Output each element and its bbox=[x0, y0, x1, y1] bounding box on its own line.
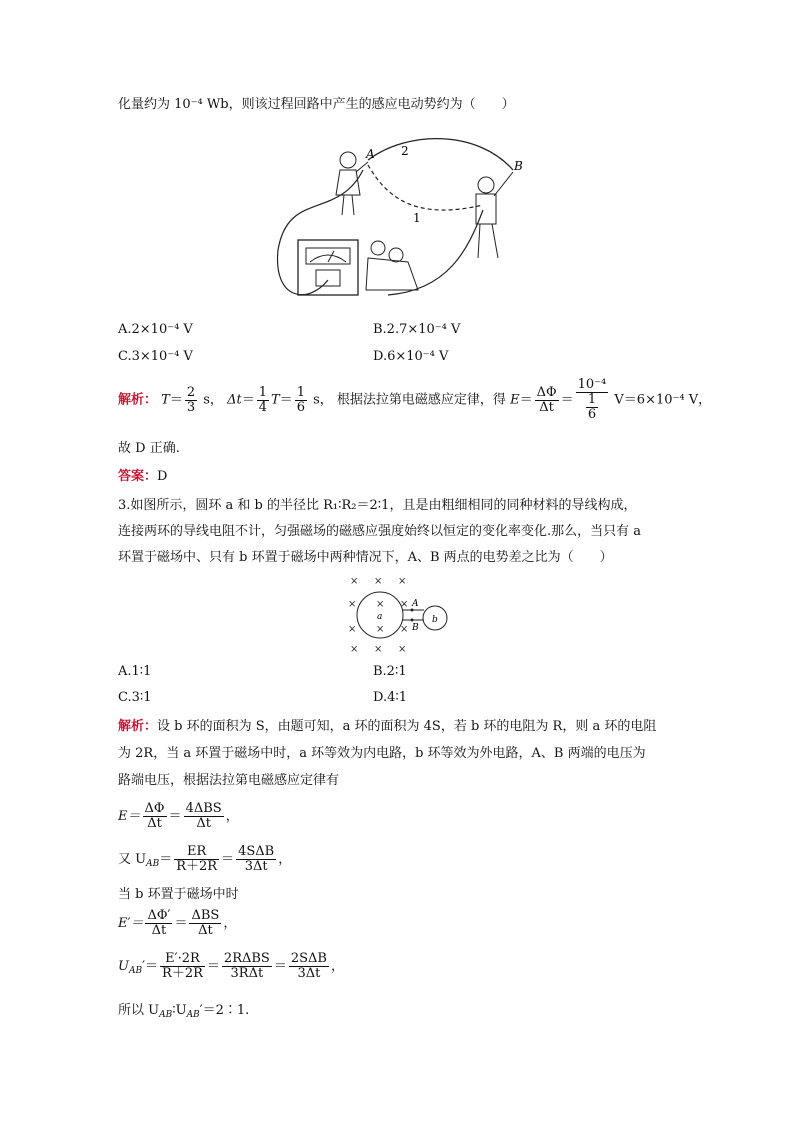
q2-answer bbox=[118, 468, 167, 486]
eq2-f2n: 4SΔB bbox=[238, 844, 275, 859]
q3-option-d: D.4∶1 bbox=[373, 690, 408, 705]
fraction-dt1 bbox=[257, 386, 269, 415]
answer-label: 答案： bbox=[118, 469, 158, 484]
eq1-f1d: Δt bbox=[147, 816, 162, 831]
q3-stem-1: 3.如图所示，圆环 a 和 b 的半径比 R₁∶R₂＝2∶1，且是由粗细相同的同种材料的导线构成， bbox=[118, 498, 637, 513]
fig1-label-b: B bbox=[514, 159, 523, 173]
q2-analysis: 解析： T＝ $\frac{2}{3}$ s， Δt＝ $\frac{1}{4}$ T＝ $\frac{1}{6}$ s， 根据法拉第电磁感应定律，得 E＝ $\frac{\Delta\Phi}{\Delta t}$ ＝ $\frac{\text{10⁻⁴}}{\frac{1}{6}}$ V＝6×10⁻⁴ V， bbox=[118, 377, 712, 422]
eq5-pre: 所以 U bbox=[118, 1003, 160, 1018]
eq2-f2d: 3Δt bbox=[244, 859, 268, 874]
q2-option-b: B.2.7×10⁻⁴ V bbox=[373, 322, 461, 337]
point-b-label: B bbox=[412, 623, 419, 633]
big-den-den: 6 bbox=[587, 407, 597, 422]
eq4-f2d: 3RΔt bbox=[230, 966, 264, 981]
q3-option-b: B.2∶1 bbox=[373, 664, 407, 679]
eq4-f3n: 2SΔB bbox=[290, 951, 327, 966]
q2-option-d: D.6×10⁻⁴ V bbox=[373, 349, 449, 364]
wire-loop bbox=[278, 170, 483, 295]
q3-eq2: 又 $U_{AB}=$ $\frac{ER}{R+2R}$ ＝ $\frac{\text{4SΔB}}{3\Delta t}$ ， bbox=[118, 844, 292, 874]
field-mark: × bbox=[350, 576, 359, 587]
e-num: ΔΦ bbox=[536, 384, 557, 400]
eq3-lhs: E′＝ bbox=[118, 916, 144, 931]
eq2-eq: ＝ bbox=[159, 852, 173, 867]
q3-analysis-3: 路端电压，根据法拉第电磁感应定律有 bbox=[118, 773, 340, 788]
eq1-f2n: 4ΔBS bbox=[185, 801, 222, 816]
intro-line: 化量约为 10⁻⁴ Wb，则该过程回路中产生的感应电动势约为（ ） bbox=[118, 97, 515, 112]
eq3-tail: ， bbox=[223, 916, 237, 931]
q3-eq3: E′＝ $\frac{\Delta\Phi'}{\Delta t}$ ＝ $\frac{\text{ΔBS}}{\Delta t}$ ， bbox=[118, 908, 237, 938]
eq3-f1n: ΔΦ′ bbox=[147, 908, 171, 923]
analysis-label: 解析： bbox=[118, 392, 158, 408]
dt-num2: 1 bbox=[296, 384, 305, 400]
field-mark: × bbox=[374, 644, 383, 654]
fig1-label-2: 2 bbox=[401, 144, 409, 158]
figure-rope-experiment bbox=[268, 130, 528, 310]
eq3-f2n: ΔBS bbox=[191, 908, 220, 923]
q3-stem-3: 环置于磁场中、只有 b 环置于磁场中两种情况下，A、B 两点的电势差之比为（ ） bbox=[118, 550, 613, 565]
q2-option-a: A.2×10⁻⁴ V bbox=[118, 322, 193, 337]
dt-unit: s， bbox=[313, 392, 333, 408]
e-var: E bbox=[510, 392, 520, 408]
eq2-tail: ， bbox=[278, 852, 292, 867]
eq4-f1n: E′·2R bbox=[160, 952, 205, 967]
t-var: T bbox=[161, 392, 170, 408]
field-mark: × bbox=[348, 624, 357, 635]
field-mark: × bbox=[398, 644, 407, 654]
eq4-f1d: R＋2R bbox=[162, 966, 203, 981]
t-num: 2 bbox=[186, 384, 196, 400]
field-mark: × bbox=[348, 599, 357, 610]
eq5-sub1: AB bbox=[159, 1010, 173, 1020]
big-den-num: 1 bbox=[587, 392, 597, 407]
t-unit: s， bbox=[203, 392, 223, 408]
ring-a-label: a bbox=[377, 612, 383, 622]
t-den: 3 bbox=[186, 399, 196, 415]
eq1-f2d: Δt bbox=[196, 816, 211, 831]
q3-analysis-2: 为 2R，当 a 环置于磁场中时，a 环等效为内电路，b 环等效为外电路，A、B 两端的电压为 bbox=[118, 746, 646, 761]
dt-den1: 4 bbox=[258, 399, 267, 415]
figure-rings bbox=[340, 572, 460, 654]
eq3-f2d: Δt bbox=[198, 923, 213, 938]
ring-b-label: b bbox=[432, 615, 438, 625]
fig1-label-a: A bbox=[366, 147, 375, 161]
field-mark: × bbox=[400, 624, 409, 635]
eq2-pre: 又 U bbox=[118, 852, 147, 867]
field-mark: × bbox=[350, 644, 359, 654]
result-text: V＝6×10⁻⁴ V， bbox=[614, 392, 712, 408]
field-mark: × bbox=[398, 576, 407, 587]
rope-arc-2 bbox=[368, 139, 513, 170]
eq4-prime: ′＝ bbox=[142, 959, 159, 974]
dt-den2: 6 bbox=[296, 399, 305, 415]
eq2-sub: AB bbox=[146, 859, 160, 869]
eq4-sub: AB bbox=[128, 966, 143, 976]
eq1-f1n: ΔΦ bbox=[144, 801, 165, 816]
field-mark: × bbox=[374, 576, 383, 587]
q2-conclusion: 故 D 正确. bbox=[118, 441, 180, 456]
field-mark: × bbox=[376, 599, 385, 610]
eq3-f1d: Δt bbox=[151, 923, 167, 938]
girl-figure-a bbox=[336, 152, 368, 215]
q3-eq1: E＝ $\frac{\Delta\Phi}{\Delta t}$ ＝ $\frac{\text{4ΔBS}}{\Delta t}$ ， bbox=[118, 801, 239, 831]
eq4-f2n: 2RΔBS bbox=[223, 951, 270, 966]
fraction-t bbox=[185, 386, 197, 415]
big-num: 10⁻⁴ bbox=[577, 377, 607, 392]
answer-value: D bbox=[157, 469, 168, 484]
e-den: Δt bbox=[539, 399, 554, 415]
q3-option-a: A.1∶1 bbox=[118, 664, 152, 679]
law-text: 根据法拉第电磁感应定律，得 bbox=[336, 392, 506, 408]
q3-analysis-1 bbox=[118, 718, 656, 736]
q3-analysis-l1: 设 b 环的面积为 S，由题可知，a 环的面积为 4S，若 b 环的电阻为 R，则 a 环的电阻 bbox=[157, 719, 657, 734]
fraction-big bbox=[576, 378, 609, 422]
q2-option-c: C.3×10⁻⁴ V bbox=[118, 349, 193, 364]
eq4-f3d: 3Δt bbox=[297, 966, 321, 981]
fraction-e bbox=[535, 386, 559, 415]
galvanometer bbox=[298, 240, 358, 295]
q3-eq4: $U_{AB}'=$ $\frac{E'\cdot 2R}{R+2R}$ ＝ $\frac{\text{2RΔBS}}{\text{3RΔt}}$ ＝ $\frac{\text{2SΔB}}{3\Delta t}$ ， bbox=[118, 951, 344, 981]
kneeling-children bbox=[366, 241, 418, 290]
q3-analysis-4: 当 b 环置于磁场中时 bbox=[118, 887, 239, 902]
dt-var: Δt bbox=[227, 392, 242, 408]
q3-option-c: C.3∶1 bbox=[118, 690, 152, 705]
eq4-pre: U bbox=[118, 959, 129, 974]
eq1-lhs: E＝ bbox=[118, 809, 141, 824]
point-a-label: A bbox=[412, 599, 419, 609]
fraction-dt2 bbox=[295, 386, 307, 415]
eq5-mid: ∶U bbox=[172, 1003, 187, 1018]
eq2-f1n: ER bbox=[174, 845, 219, 860]
dt-num1: 1 bbox=[258, 384, 267, 400]
fig1-label-1: 1 bbox=[413, 211, 421, 225]
q3-eq5 bbox=[118, 1002, 249, 1024]
eq4-tail: ， bbox=[330, 959, 344, 974]
eq5-tail: ′＝2∶1. bbox=[199, 1003, 250, 1018]
field-mark: × bbox=[376, 624, 385, 635]
q3-analysis-label: 解析： bbox=[118, 719, 158, 734]
field-mark: × bbox=[400, 599, 409, 610]
eq5-sub2: AB bbox=[186, 1010, 200, 1020]
rope-arc-1-dashed bbox=[368, 165, 483, 210]
eq2-f1d: R＋2R bbox=[176, 859, 218, 874]
q3-stem-2: 连接两环的导线电阻不计，匀强磁场的磁感应强度始终以恒定的变化率变化.那么，当只有 a bbox=[118, 524, 642, 539]
eq1-tail: ， bbox=[225, 809, 239, 824]
